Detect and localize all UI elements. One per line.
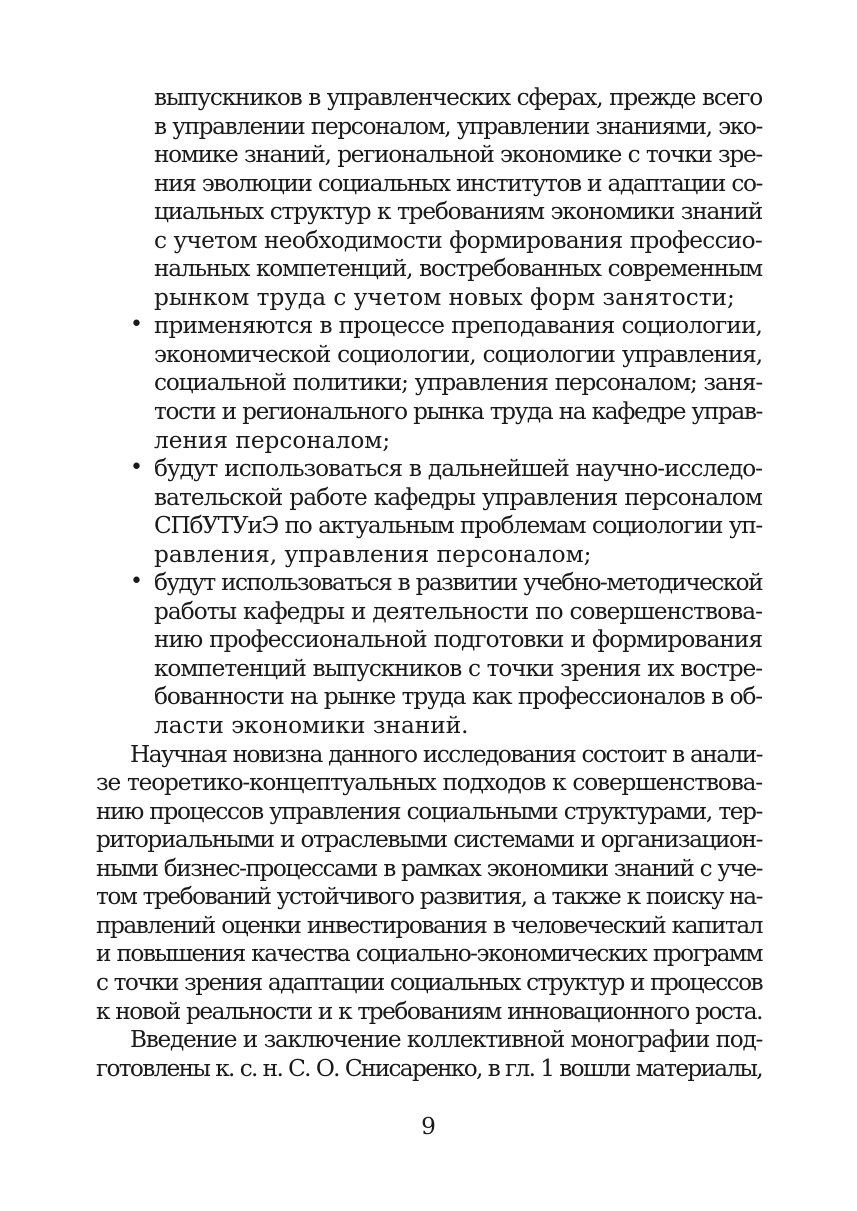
novelty-paragraph: [96, 741, 762, 1026]
text-line: тости и регионального рынка труда на кафедре управ-: [154, 398, 762, 426]
text-line: работы кафедры и деятельности по совершенствова-: [154, 597, 762, 625]
text-line: циальных структур к требованиям экономики знаний: [154, 198, 762, 226]
text-line: номике знаний, региональной экономике с точки зре-: [154, 141, 762, 169]
text-line: ния эволюции социальных институтов и адаптации со-: [154, 169, 762, 197]
text-line: том требований устойчивого развития, а также к поиску на-: [96, 883, 762, 911]
text-line: равления, управления персоналом;: [154, 540, 592, 568]
text-line: нию профессиональной подготовки и формирования: [154, 626, 762, 654]
text-line: экономической социологии, социологии управления,: [154, 340, 762, 368]
continuation-block: [96, 84, 762, 312]
text-line: вательской работе кафедры управления персоналом: [154, 483, 762, 511]
text-line: к новой реальности и к требованиям инновационного роста.: [96, 997, 762, 1025]
text-line: и повышения качества социально-экономических программ: [96, 940, 762, 968]
text-line: СПбУТУиЭ по актуальным проблемам социологии уп-: [154, 512, 762, 540]
text-line: зе теоретико-концептуальных подходов к совершенствова-: [96, 769, 762, 797]
page-number: 9: [421, 1113, 436, 1140]
text-line: правлений оценки инвестирования в человеческий капитал: [96, 911, 762, 939]
text-line: нию процессов управления социальными структурами, тер-: [96, 797, 762, 825]
page-body: [96, 84, 762, 1083]
text-line: риториальными и отраслевыми системами и организацион-: [96, 826, 762, 854]
text-line: ными бизнес-процессами в рамках экономики знаний с уче-: [96, 854, 762, 882]
bullet-icon: •: [130, 569, 143, 595]
text-line: будут использоваться в дальнейшей научно-исследо-: [154, 455, 762, 483]
bullet-item: [96, 312, 762, 455]
text-line: с учетом необходимости формирования профессио-: [154, 226, 762, 254]
text-line: с точки зрения адаптации социальных структур и процессов: [96, 968, 762, 996]
text-line: социальной политики; управления персоналом; заня-: [154, 369, 762, 397]
bullet-item: [96, 455, 762, 569]
text-line: Научная новизна данного исследования состоит в анали-: [130, 740, 762, 768]
text-line: нальных компетенций, востребованных современным: [154, 255, 762, 283]
text-line: применяются в процессе преподавания социологии,: [154, 312, 762, 340]
text-line: рынком труда с учетом новых форм занятости;: [154, 283, 735, 311]
bullet-item: [96, 569, 762, 740]
intro-paragraph: [96, 1026, 762, 1083]
text-line: в управлении персоналом, управлении знаниями, эко-: [154, 112, 762, 140]
bullet-icon: •: [130, 455, 143, 481]
text-line: готовлены к. с. н. С. О. Снисаренко, в гл. 1 вошли материалы,: [96, 1054, 762, 1082]
text-line: Введение и заключение коллективной монографии под-: [130, 1026, 762, 1054]
bullet-icon: •: [130, 312, 143, 338]
text-line: бованности на рынке труда как профессионалов в об-: [154, 683, 762, 711]
text-line: ления персоналом;: [154, 426, 391, 454]
text-line: компетенций выпускников с точки зрения их востре-: [154, 654, 762, 682]
text-line: будут использоваться в развитии учебно-методической: [154, 569, 762, 597]
text-line: выпускников в управленческих сферах, прежде всего: [154, 84, 762, 111]
text-line: ласти экономики знаний.: [154, 712, 469, 740]
